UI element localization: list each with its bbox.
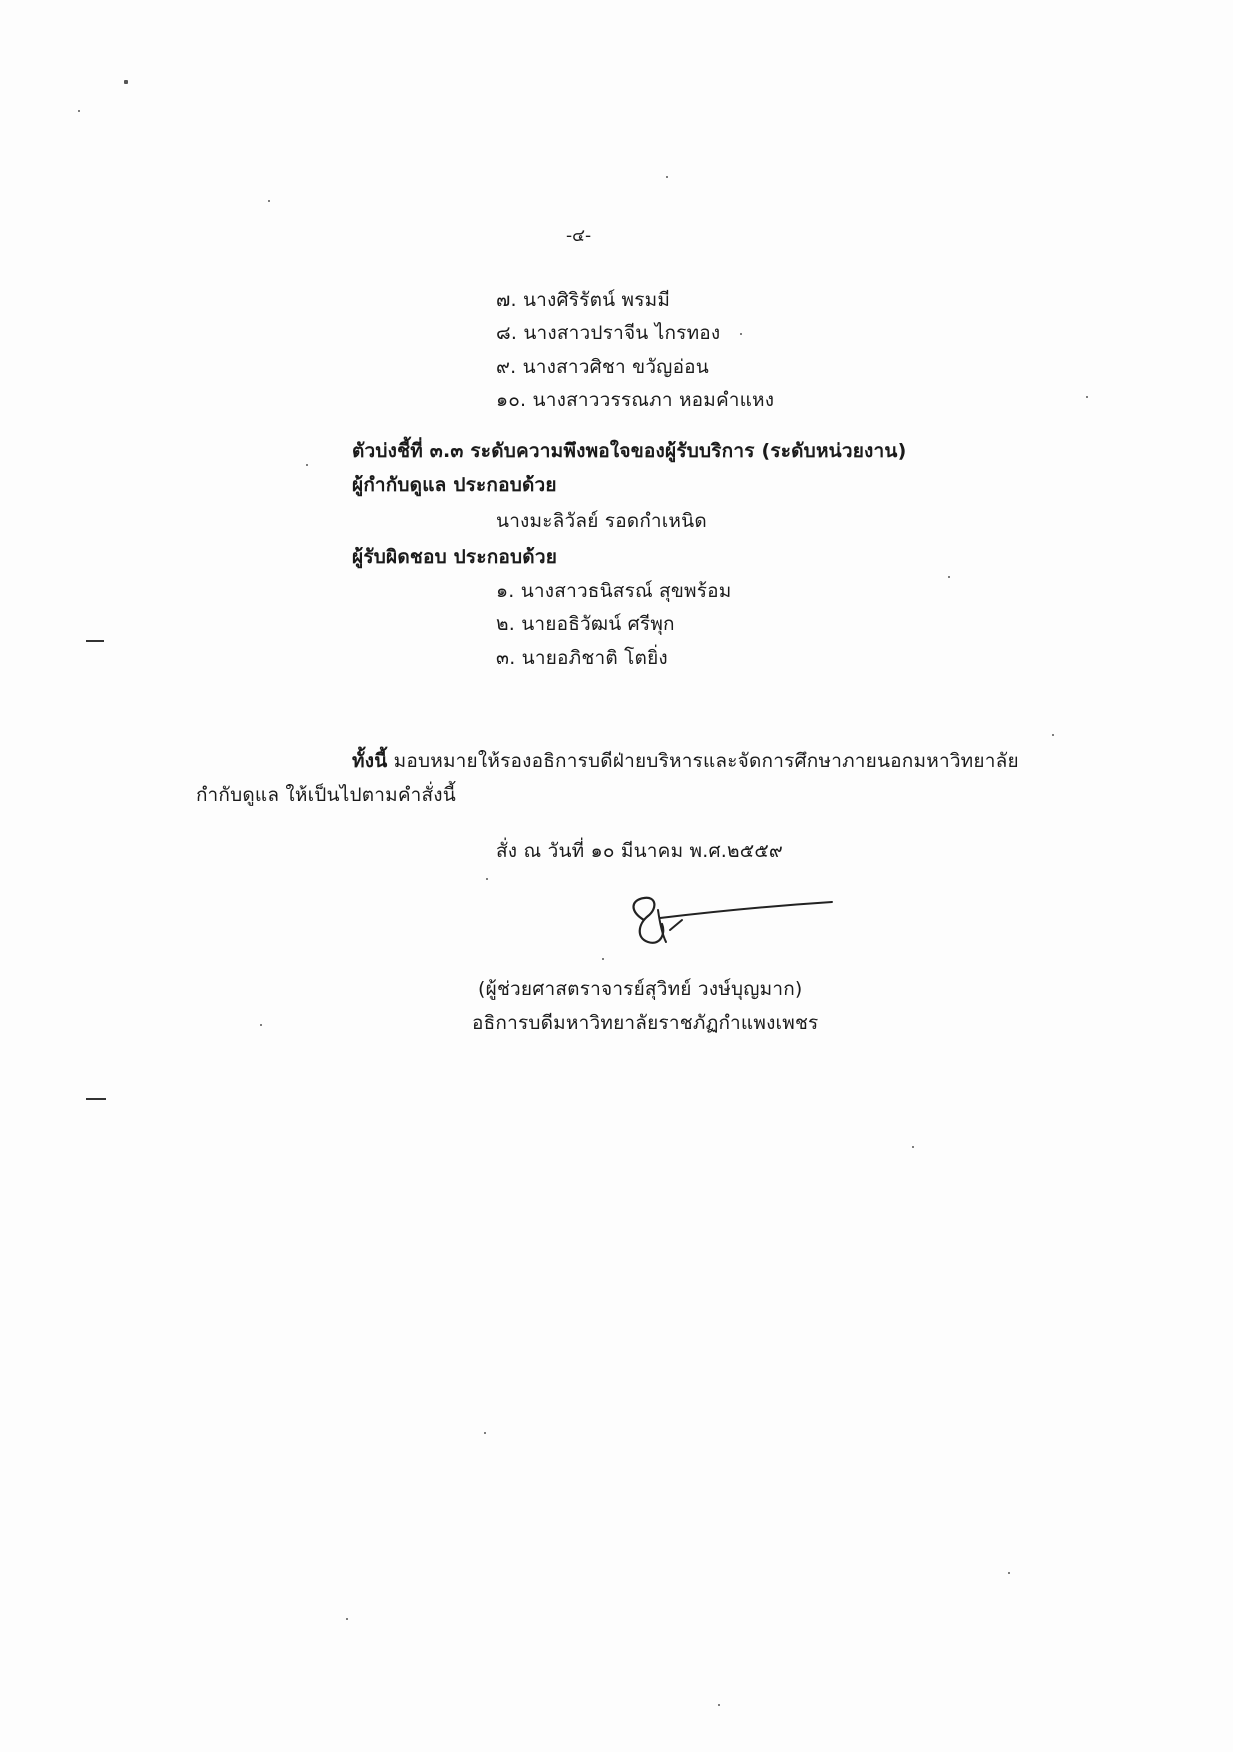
assignment-lead: ทั้งนี้: [352, 750, 388, 772]
scan-speck: [1086, 396, 1088, 398]
scan-mark: [86, 1098, 106, 1100]
scan-speck: [78, 110, 80, 112]
list-item: ๗. นางศิริรัตน์ พรมมี: [496, 289, 671, 311]
indicator-title: ตัวบ่งชี้ที่ ๓.๓ ระดับความพึงพอใจของผู้รับบริการ (ระดับหน่วยงาน): [352, 440, 907, 462]
scan-speck: [1052, 734, 1054, 736]
page-number: -๔-: [566, 226, 592, 246]
list-item: ๑๐. นางสาววรรณภา หอมคำแหง: [496, 389, 775, 411]
assignment-line-1: [352, 748, 1019, 774]
supervisor-heading: ผู้กำกับดูแล ประกอบด้วย: [352, 474, 557, 496]
scan-speck: [740, 333, 742, 335]
scan-speck: [268, 200, 270, 202]
scan-speck: [948, 576, 950, 578]
scan-speck: [346, 1618, 348, 1620]
assignment-line-2: กำกับดูแล ให้เป็นไปตามคำสั่งนี้: [196, 784, 456, 806]
list-item: ๒. นายอธิวัฒน์ ศรีพุก: [496, 613, 675, 635]
signatory-name: (ผู้ช่วยศาสตราจารย์สุวิทย์ วงษ์บุญมาก): [478, 978, 803, 1000]
handwritten-signature: [600, 890, 840, 960]
scan-speck: [602, 958, 604, 960]
scan-speck: [912, 1146, 914, 1148]
supervisor-name: นางมะลิวัลย์ รอดกำเหนิด: [496, 510, 707, 532]
scan-speck: [486, 878, 488, 880]
list-item: ๓. นายอภิชาติ โตยิ่ง: [496, 647, 668, 669]
list-item: ๑. นางสาวธนิสรณ์ สุขพร้อม: [496, 580, 732, 602]
scan-speck: [484, 1432, 486, 1434]
list-item: ๘. นางสาวปราจีน ไกรทอง: [496, 322, 721, 344]
list-item: ๙. นางสาวศิชา ขวัญอ่อน: [496, 356, 709, 378]
scan-speck: [718, 1704, 720, 1706]
assignment-text: มอบหมายให้รองอธิการบดีฝ่ายบริหารและจัดการศึกษาภายนอกมหาวิทยาลัย: [393, 750, 1019, 772]
order-date: สั่ง ณ วันที่ ๑๐ มีนาคม พ.ศ.๒๕๕๙: [496, 840, 784, 862]
scan-speck: [260, 1024, 262, 1026]
responsible-heading: ผู้รับผิดชอบ ประกอบด้วย: [352, 546, 558, 568]
scan-speck: [306, 464, 308, 466]
scan-speck: [666, 176, 668, 178]
signatory-position: อธิการบดีมหาวิทยาลัยราชภัฏกำแพงเพชร: [472, 1012, 819, 1034]
scan-speck: [1008, 1572, 1010, 1574]
scan-mark: [86, 640, 104, 642]
scan-speck: [124, 80, 128, 84]
